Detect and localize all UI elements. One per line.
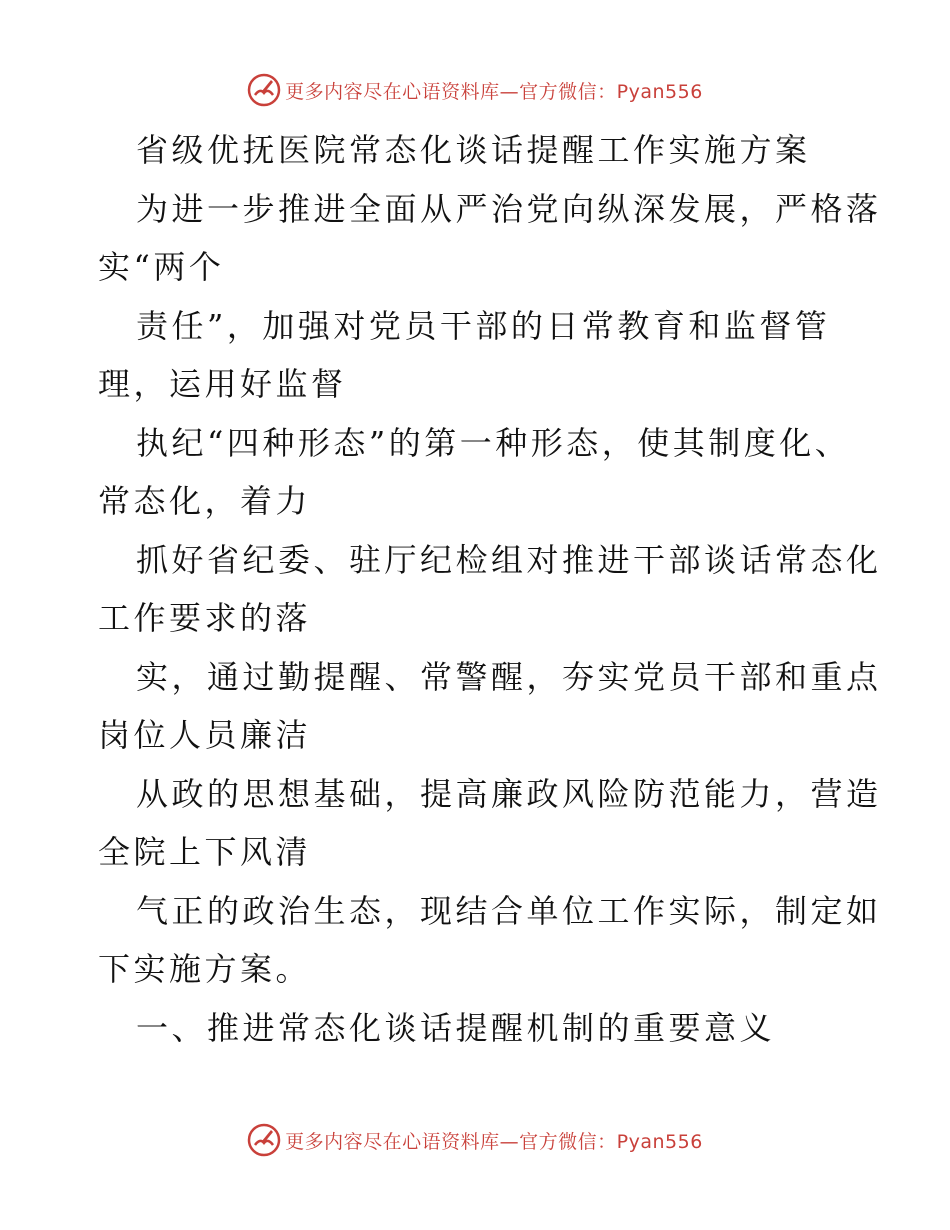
- text-line: 抓好省纪委、驻厅纪检组对推进干部谈话常态化: [136, 540, 882, 579]
- footer-banner: [0, 1120, 950, 1160]
- section-heading: 一、推进常态化谈话提醒机制的重要意义: [136, 1008, 776, 1047]
- text-line: 气正的政治生态，现结合单位工作实际，制定如: [136, 891, 882, 930]
- text-line: 常态化，着力: [98, 482, 312, 520]
- book-quill-logo-icon: [247, 1123, 281, 1157]
- document-title: 省级优抚医院常态化谈话提醒工作实施方案: [136, 131, 811, 169]
- text-line: 执纪“四种形态”的第一种形态，使其制度化、: [136, 423, 851, 462]
- text-line: 实“两个: [98, 248, 225, 286]
- text-line: 为进一步推进全面从严治党向纵深发展，严格落: [136, 189, 882, 228]
- header-banner: [0, 70, 950, 110]
- text-line: 理，运用好监督: [98, 365, 347, 403]
- text-line: 工作要求的落: [98, 599, 312, 637]
- text-line: 责任”，加强对党员干部的日常教育和监督管: [136, 306, 831, 345]
- text-line: 实，通过勤提醒、常警醒，夯实党员干部和重点: [136, 657, 882, 696]
- banner-text: 更多内容尽在心语资料库—官方微信：Pyan556: [285, 80, 703, 103]
- text-line: 全院上下风清: [98, 833, 312, 871]
- book-quill-logo-icon: [247, 73, 281, 107]
- text-line: 岗位人员廉洁: [98, 716, 312, 754]
- text-line: 从政的思想基础，提高廉政风险防范能力，营造: [136, 774, 882, 813]
- banner-text: 更多内容尽在心语资料库—官方微信：Pyan556: [285, 1130, 703, 1153]
- text-line: 下实施方案。: [98, 950, 312, 988]
- document-body: [98, 121, 882, 1057]
